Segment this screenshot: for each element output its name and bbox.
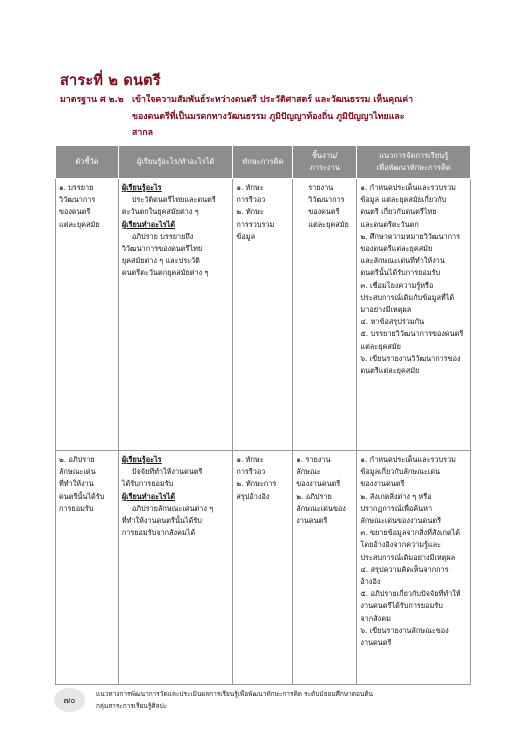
cell-line: ประวัติดนตรีไทยและดนตรี [131, 195, 216, 205]
thinking-skill-cell [233, 179, 293, 451]
cell-line: ข้อมูล แต่ละยุคสมัยเกี่ยวกับ [360, 195, 447, 205]
cell-line: การรีวอว [236, 195, 266, 205]
cell-line: ๕. บรรยายวิวัฒนาการของดนตรี [360, 329, 464, 339]
cell-line: อ้างอิง [360, 577, 381, 587]
cell-line: ยุคสมัยต่าง ๆ และประวัติ [121, 256, 200, 266]
cell-line: ๓. เชื่อมโยงความรู้หรือ [360, 280, 434, 290]
cell-line: ของงานดนตรี [360, 479, 405, 489]
cell-line: ลักษณะเด่นของ [296, 503, 346, 513]
table-header-row [56, 146, 471, 179]
what-learn-cell [118, 451, 233, 685]
what-learn-cell [118, 179, 233, 451]
cell-line: ดนตรี เกี่ยวกับดนตรีไทย [360, 207, 437, 217]
cell-line: ๒. ศึกษาความหมายวิวัฒนาการ [360, 231, 460, 241]
cell-line: อภิปราย บรรยายถึง [131, 231, 194, 241]
cell-line: งานดนตรี [360, 638, 392, 648]
cell-line: ได้รับการยอมรับ [121, 479, 174, 489]
cell-line: ๒. สังเกตสิ่งต่าง ๆ หรือ [360, 491, 432, 501]
cell-line: จากสังคม [360, 613, 391, 623]
cell-line: ๒. อภิปราย [59, 455, 95, 464]
cell-line: วิวัฒนาการของดนตรีไทย [121, 244, 203, 254]
cell-line: ๒. ทักษะการ [236, 479, 277, 489]
learning-table [55, 145, 471, 685]
cell-line: การรวบรวม [236, 219, 275, 229]
footer-line: กลุ่มสาระการเรียนรู้ศิลปะ [96, 702, 168, 710]
task-cell [293, 179, 357, 451]
cell-line: ของงานดนตรี [296, 479, 341, 489]
cell-line: ๔. สรุปความคิดเห็นจากการ [360, 564, 449, 574]
cell-line: ๒. ทักษะ [236, 207, 264, 217]
cell-line: ของดนตรี [59, 207, 91, 217]
cell-line: มาอย่างมีเหตุผล [360, 305, 412, 315]
cell-line: รายงาน [308, 183, 334, 192]
cell-line: วิวัฒนาการ [308, 195, 345, 205]
cell-line: ๑. รายงาน [296, 455, 331, 464]
cell-line: ๔. หาข้อสรุปร่วมกัน [360, 317, 425, 327]
footer-text [96, 688, 373, 712]
approach-cell [357, 451, 471, 685]
cell-line: ผู้เรียนรู้อะไร [121, 183, 162, 192]
cell-line: แต่ละยุคสมัย [59, 219, 100, 229]
indicator-cell [56, 451, 119, 685]
cell-line: ดนตรีตะวันตกยุคสมัยต่าง ๆ [121, 268, 209, 278]
cell-line: ของดนตรี [308, 207, 340, 217]
header-task: ชิ้นงาน/ ภาระงาน [293, 146, 357, 179]
cell-line: และลักษณะเด่นที่ทำให้งาน [360, 256, 445, 266]
standard-text-line: เข้าใจความสัมพันธ์ระหว่างดนตรี ประวัติศาสตร์ และวัฒนธรรม เห็นคุณค่า [132, 95, 414, 105]
cell-line: ตะวันตกในยุคสมัยต่าง ๆ [121, 207, 199, 217]
cell-line: ผู้เรียนรู้อะไร [121, 455, 162, 464]
approach-cell [357, 179, 471, 451]
page-number: ๗๐ [54, 688, 85, 712]
cell-line: โดยอ้างอิงจากความรู้และ [360, 540, 442, 550]
task-cell [293, 451, 357, 685]
page-title: สาระที่ ๒ ดนตรี [60, 73, 161, 89]
cell-line: ๖. เขียนรายงานลักษณะของ [360, 625, 449, 635]
cell-line: ปัจจัยที่ทำให้งานดนตรี [131, 467, 203, 477]
cell-line: ที่ทำให้งานดนตรีนั้นได้รับ [121, 516, 202, 526]
cell-line: ผู้เรียนทำอะไรได้ [121, 219, 175, 229]
cell-line: ข้อมูลเกี่ยวกับลักษณะเด่น [360, 467, 441, 477]
cell-line: ๑. ทักษะ [236, 455, 264, 464]
cell-line: ๑. กำหนดประเด็นและรวบรวม [360, 455, 456, 464]
table-row [56, 179, 471, 451]
footer-line: แนวทางการพัฒนาการวัดและประเมินผลการเรียนรู้เพื่อพัฒนาทักษะการคิด ระดับมัธยมศึกษาตอนต้น [96, 690, 373, 698]
cell-line: การรีวอว [236, 467, 266, 477]
header-what-learn: ผู้เรียนรู้อะไร/ทำอะไรได้ [118, 146, 233, 179]
cell-line: ๑. บรรยาย [59, 183, 94, 192]
standard-block [60, 92, 470, 142]
cell-line: ๓. ขยายข้อมูลจากสิ่งที่สังเกตได้ [360, 528, 461, 538]
standard-text-line: ของดนตรีที่เป็นมรดกทางวัฒนธรรม ภูมิปัญญาท้องถิ่น ภูมิปัญญาไทยและ [132, 111, 405, 122]
thinking-skill-cell [233, 451, 293, 685]
cell-line: แต่ละยุคสมัย [360, 341, 401, 351]
cell-line: ผู้เรียนทำอะไรได้ [121, 491, 175, 501]
cell-line: ๑. ทักษะ [236, 183, 264, 192]
cell-line: งานดนตรีได้รับการยอมรับ [360, 601, 443, 611]
cell-line: การยอมรับ [59, 503, 94, 513]
cell-line: ๕. อภิปรายเกี่ยวกับปัจจัยที่ทำให้ [360, 589, 461, 599]
cell-line: ประสบการณ์เดิมกับข้อมูลที่ได้ [360, 292, 455, 302]
cell-line: ลักษณะ [296, 467, 321, 477]
cell-line: ดนตรีนั้นได้รับการยอมรับ [360, 268, 441, 278]
cell-line: ปรากฏการณ์เพื่อค้นหา [360, 503, 433, 513]
cell-line: การยอมรับจากสังคมได้ [121, 528, 196, 538]
cell-line: ๖. เขียนรายงานวิวัฒนาการของ [360, 353, 461, 363]
cell-line: อภิปรายลักษณะเด่นต่าง ๆ [131, 503, 214, 513]
cell-line: ประสบการณ์เดิมอย่างมีเหตุผล [360, 552, 456, 562]
cell-line: วิวัฒนาการ [59, 195, 96, 205]
standard-label: มาตรฐาน ศ ๒.๒ [60, 95, 124, 105]
standard-text-line: สากล [132, 128, 154, 138]
header-approach: แนวการจัดการเรียนรู้ เพื่อพัฒนาทักษะการคิด [357, 146, 471, 179]
cell-line: ลักษณะเด่น [59, 467, 96, 477]
header-thinking-skill: ทักษะการคิด [233, 146, 293, 179]
cell-line: แต่ละยุคสมัย [308, 219, 349, 229]
cell-line: และดนตรีตะวันตก [360, 219, 419, 229]
header-indicator: ตัวชี้วัด [56, 146, 119, 179]
cell-line: ๑. กำหนดประเด็นและรวบรวม [360, 183, 456, 192]
cell-line: ๒. อภิปราย [296, 491, 332, 501]
cell-line: ลักษณะเด่นของงานดนตรี [360, 516, 441, 526]
cell-line: ของดนตรีแต่ละยุคสมัย [360, 244, 433, 254]
indicator-cell [56, 179, 119, 451]
cell-line: งานดนตรี [296, 516, 328, 526]
table-row [56, 451, 471, 685]
cell-line: ดนตรีแต่ละยุคสมัย [360, 366, 420, 376]
cell-line: ดนตรีนั้นได้รับ [59, 491, 105, 501]
cell-line: สรุปอ้างอิง [236, 491, 270, 501]
cell-line: ข้อมูล [236, 231, 256, 241]
cell-line: ที่ทำให้งาน [59, 479, 94, 489]
